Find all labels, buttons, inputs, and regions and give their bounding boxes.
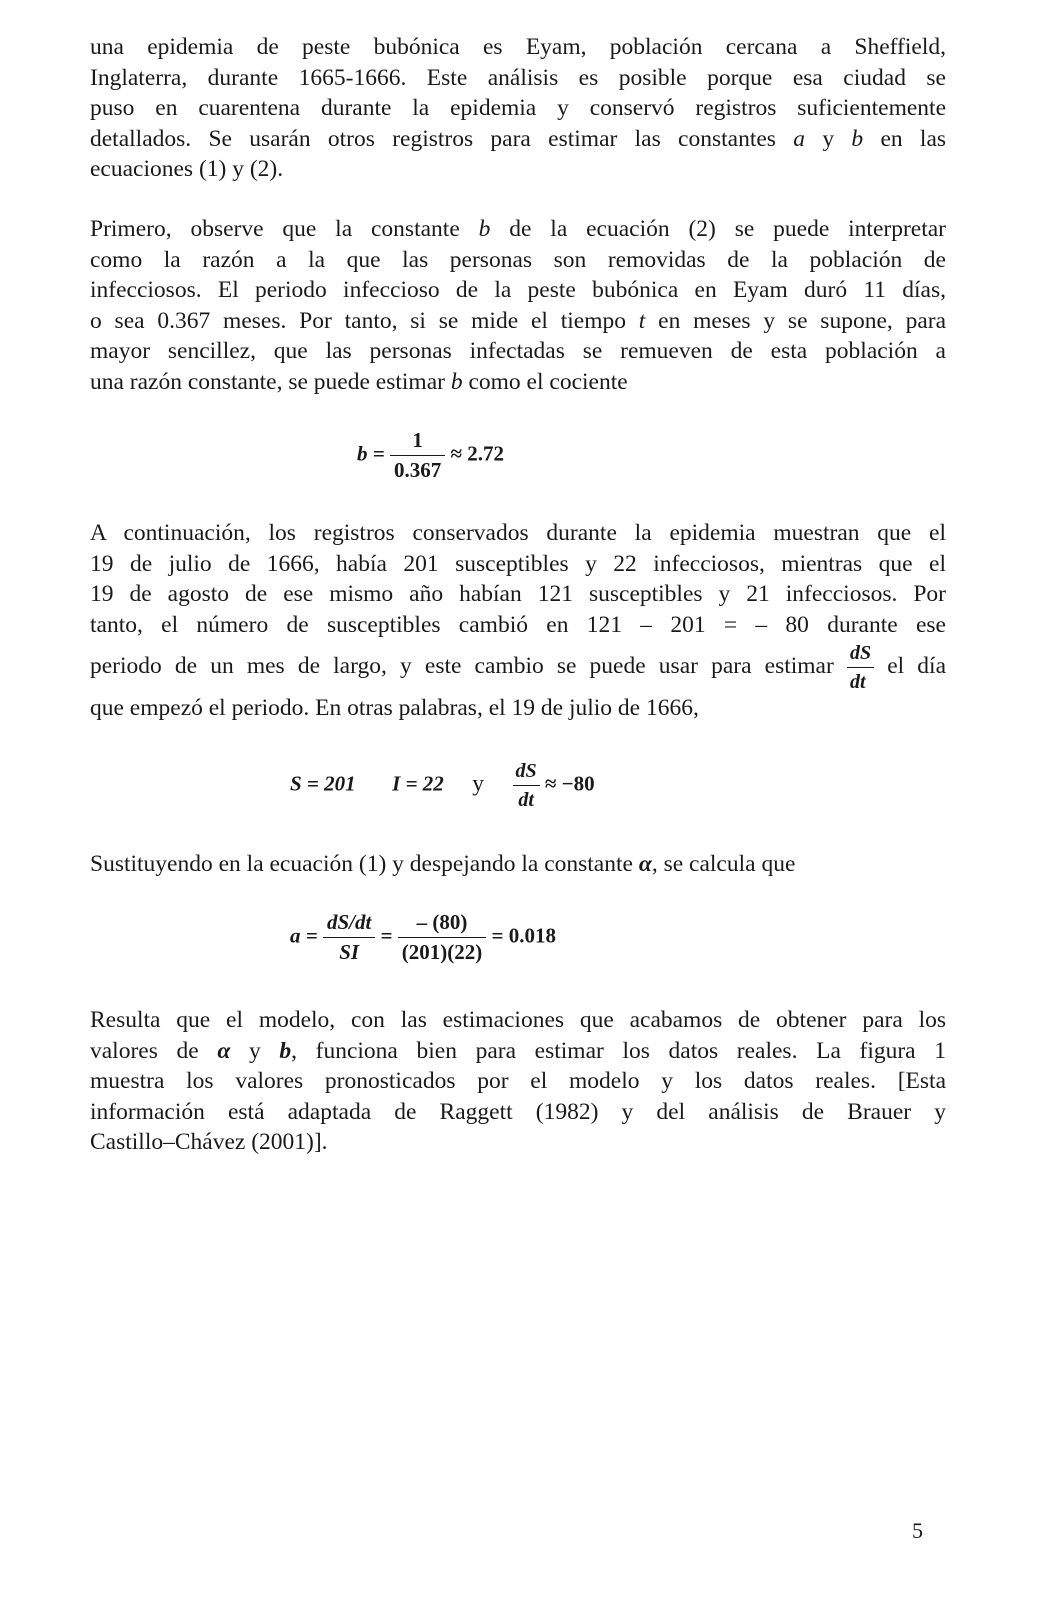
text-line bbox=[90, 849, 946, 880]
eq-conjunction: y bbox=[472, 770, 485, 797]
text-span: en meses y se supone, para bbox=[658, 307, 946, 334]
variable: α bbox=[638, 851, 652, 877]
text-span: , funciona bien para estimar los datos reales. La figura 1 bbox=[291, 1037, 947, 1064]
text-line bbox=[90, 124, 946, 155]
text-span: , se calcula que bbox=[651, 851, 796, 877]
text-line: puso en cuarentena durante la epidemia y conservó registros suficientemente bbox=[90, 95, 946, 122]
text-line bbox=[90, 640, 946, 693]
text-span: una razón constante, se puede estimar bbox=[90, 368, 445, 395]
text-span: como el cociente bbox=[468, 368, 628, 395]
eq-s-value: S = 201 bbox=[290, 771, 356, 796]
paragraph-2 bbox=[90, 214, 946, 398]
text-line: como la razón a la que las personas son removidas de la población de bbox=[90, 246, 946, 273]
fraction-denominator: (201)(22) bbox=[398, 937, 486, 965]
text-line bbox=[90, 214, 946, 245]
eq-equals: = bbox=[380, 923, 393, 948]
equation-initial-values bbox=[290, 760, 595, 811]
text-line: muestra los valores pronosticados por el modelo y los datos reales. [Esta bbox=[90, 1068, 946, 1095]
fraction-numerator: dS bbox=[515, 760, 537, 782]
eq-rhs: = 0.018 bbox=[491, 923, 556, 948]
fraction-numerator: – (80) bbox=[416, 910, 468, 934]
text-span: periodo de un mes de largo, y este cambio se puede usar para estimar bbox=[90, 653, 834, 680]
fraction-numerator: 1 bbox=[412, 428, 423, 452]
text-line: información está adaptada de Raggett (1982) y del análisis de Brauer y bbox=[90, 1098, 946, 1125]
eq-lhs: a = bbox=[290, 923, 318, 948]
fraction bbox=[390, 428, 445, 483]
text-line: 19 de julio de 1666, había 201 susceptibles y 22 infecciosos, mientras que el bbox=[90, 550, 946, 577]
fraction-numerator: dS bbox=[849, 642, 872, 665]
page-number: 5 bbox=[912, 1518, 923, 1543]
variable: t bbox=[638, 307, 646, 334]
inline-fraction bbox=[847, 642, 874, 693]
inline-fraction bbox=[513, 760, 540, 811]
equation-alpha bbox=[290, 910, 556, 965]
paragraph-4 bbox=[90, 849, 946, 880]
paragraph-1 bbox=[90, 32, 946, 185]
variable: α bbox=[217, 1037, 231, 1064]
fraction bbox=[398, 910, 486, 965]
text-span: valores de bbox=[90, 1037, 199, 1064]
eq-i-value: I = 22 bbox=[392, 771, 444, 796]
variable: b bbox=[279, 1037, 292, 1064]
text-line: 19 de agosto de ese mismo año habían 121 susceptibles y 21 infecciosos. Por bbox=[90, 581, 946, 608]
text-line: infecciosos. El periodo infeccioso de la peste bubónica en Eyam duró 11 días, bbox=[90, 277, 946, 304]
fraction-denominator: dt bbox=[847, 667, 874, 693]
text-line: ecuaciones (1) y (2). bbox=[90, 156, 284, 183]
text-line: una epidemia de peste bubónica es Eyam, población cercana a Sheffield, bbox=[90, 34, 946, 60]
text-span: Primero, observe que la constante bbox=[90, 216, 460, 242]
eq-rhs: ≈ 2.72 bbox=[450, 441, 504, 466]
variable: a bbox=[793, 125, 805, 152]
text-line: que empezó el periodo. En otras palabras, el 19 de julio de 1666, bbox=[90, 695, 699, 722]
fraction-denominator: 0.367 bbox=[390, 455, 445, 483]
text-span: o sea 0.367 meses. Por tanto, si se mide el tiempo bbox=[90, 307, 626, 334]
text-line: Resulta que el modelo, con las estimaciones que acabamos de obtener para los bbox=[90, 1007, 946, 1033]
text-line: tanto, el número de susceptibles cambió en 121 – 201 = – 80 durante ese bbox=[90, 611, 946, 638]
text-line bbox=[90, 1036, 946, 1067]
paragraph-5 bbox=[90, 1005, 946, 1158]
fraction bbox=[323, 910, 375, 965]
variable: b bbox=[478, 216, 491, 242]
text-line: mayor sencillez, que las personas infectadas se remueven de esta población a bbox=[90, 338, 946, 365]
eq-rhs: ≈ −80 bbox=[544, 771, 595, 796]
fraction-denominator: SI bbox=[323, 937, 375, 965]
variable: b bbox=[851, 125, 864, 152]
text-line: Castillo–Chávez (2001)]. bbox=[90, 1129, 328, 1156]
text-span: y bbox=[822, 125, 835, 152]
text-span: en las bbox=[880, 125, 947, 152]
equation-b bbox=[357, 428, 504, 483]
eq-lhs: b = bbox=[357, 441, 385, 466]
text-line bbox=[90, 367, 946, 398]
text-span: Sustituyendo en la ecuación (1) y despejando la constante bbox=[90, 851, 633, 877]
text-span: y bbox=[248, 1037, 261, 1064]
text-line: A continuación, los registros conservados durante la epidemia muestran que el bbox=[90, 520, 946, 546]
text-span: el día bbox=[887, 653, 947, 680]
paragraph-3 bbox=[90, 518, 946, 724]
fraction-numerator: dS/dt bbox=[326, 910, 372, 934]
text-span: detallados. Se usarán otros registros para estimar las constantes bbox=[90, 125, 776, 152]
text-line bbox=[90, 306, 946, 337]
text-line: Inglaterra, durante 1665-1666. Este análisis es posible porque esa ciudad se bbox=[90, 64, 946, 91]
text-span: de la ecuación (2) se puede interpretar bbox=[509, 216, 947, 242]
variable: b bbox=[450, 368, 463, 395]
fraction-denominator: dt bbox=[513, 785, 540, 811]
